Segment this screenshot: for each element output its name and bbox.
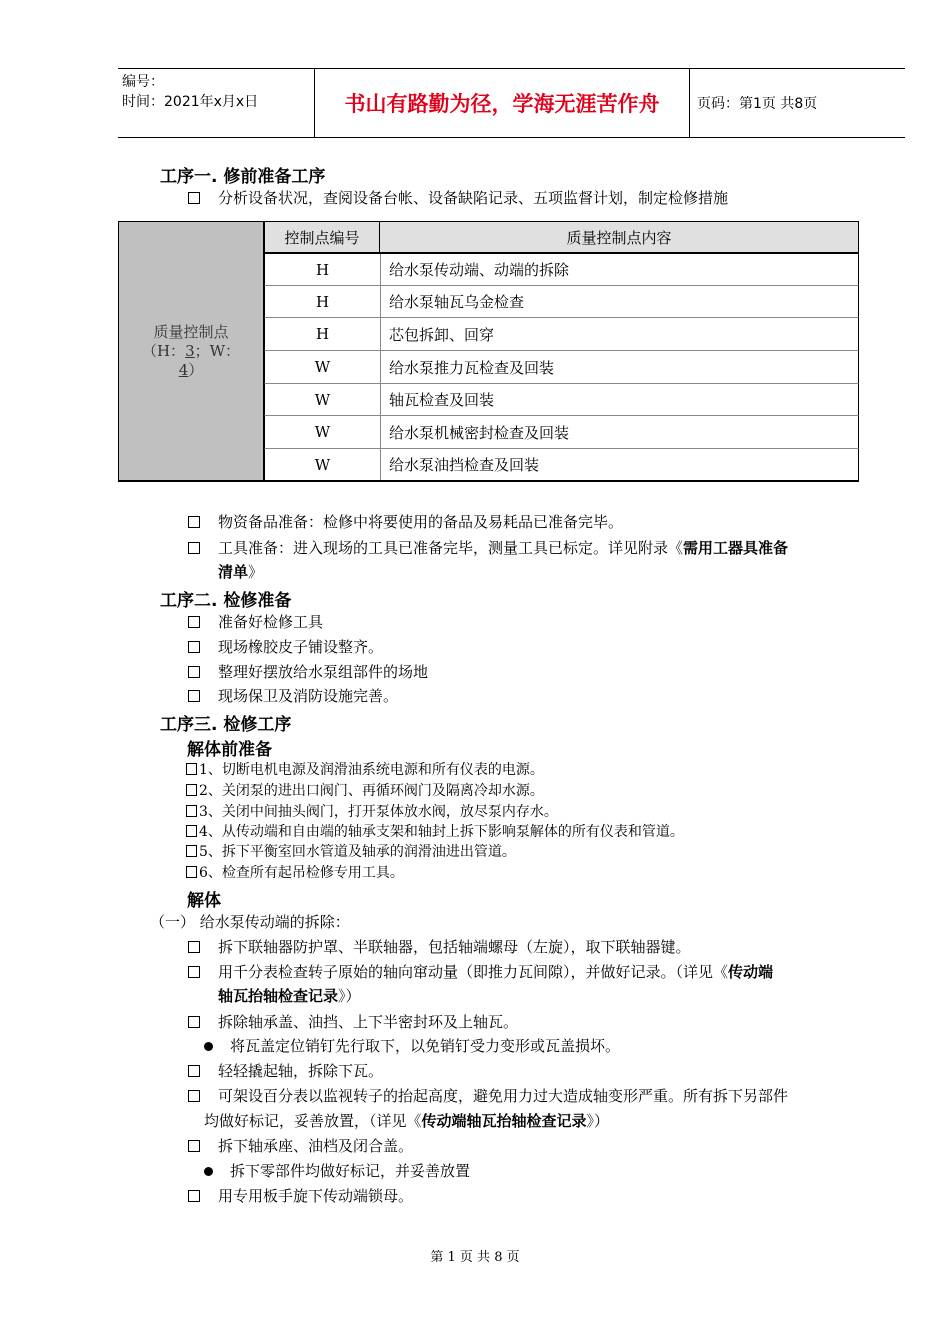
row-code: W <box>265 384 381 415</box>
step1-title: 工序一. 修前准备工序 <box>160 167 326 187</box>
tools-link-text-2: 清单 <box>218 563 249 581</box>
col-header-content: 质量控制点内容 <box>379 221 859 254</box>
dis-item <box>188 1085 788 1106</box>
w-count: 4 <box>178 360 189 379</box>
row-content: 给水泵推力瓦检查及回装 <box>389 358 555 377</box>
h-count: 3 <box>185 341 195 360</box>
dis-item-text: 可架设百分表以监视转子的抬起高度，避免用力过大造成轴变形严重。所有拆下另部件 <box>218 1087 789 1105</box>
pre-item-text: 2、关闭泵的进出口阀门、再循环阀门及隔离冷却水源。 <box>199 783 544 799</box>
dis-item-end: 》） <box>586 1112 610 1130</box>
row-content: 给水泵传动端、动端的拆除 <box>389 261 570 279</box>
code-label: 编号： <box>122 74 164 90</box>
step2-title: 工序二. 检修准备 <box>160 591 292 611</box>
row-code: H <box>265 254 381 285</box>
checkbox-icon <box>188 1140 200 1152</box>
sub-section-1: （一） 给水泵传动端的拆除： <box>150 913 350 931</box>
materials-item <box>188 511 623 532</box>
step2-item-text: 准备好检修工具 <box>218 613 324 631</box>
table-row <box>264 449 859 482</box>
dis-item <box>188 1185 413 1206</box>
checkbox-icon <box>188 641 200 653</box>
dis-item-text: 用千分表检查转子原始的轴向窜动量（即推力瓦间隙），并做好记录。（详见《 <box>218 963 729 981</box>
tools-end: 》 <box>248 563 264 581</box>
bullet-icon <box>204 1167 213 1176</box>
h-prefix: （H： <box>141 341 186 360</box>
disassembly-title: 解体 <box>187 891 221 911</box>
page-header <box>118 68 905 138</box>
dis-item-text-2: 均做好标记，妥善放置，（详见《 <box>204 1112 422 1130</box>
checkbox-icon <box>186 763 197 775</box>
row-content: 芯包拆卸、回穿 <box>389 325 495 344</box>
pre-item-text: 1、切断电机电源及润滑油系统电源和所有仪表的电源。 <box>199 762 544 778</box>
row-code: H <box>265 286 381 317</box>
step1-item-text: 分析设备状况，查阅设备台帐、设备缺陷记录、五项监督计划，制定检修措施 <box>218 189 729 207</box>
w-prefix: ；W： <box>194 341 241 360</box>
table-row <box>264 318 859 351</box>
dis-item <box>188 961 773 982</box>
row-content: 给水泵轴瓦乌金检查 <box>389 293 525 311</box>
pre-item <box>186 780 544 800</box>
dis-bullet-text: 拆下零部件均做好标记，并妥善放置 <box>230 1162 471 1180</box>
dis-item <box>188 1135 413 1156</box>
row-code: W <box>265 449 381 480</box>
dis-item <box>188 936 691 957</box>
checkbox-icon <box>186 825 197 837</box>
pre-item <box>186 841 516 861</box>
table-row <box>264 416 859 449</box>
quality-label: 质量控制点 <box>153 322 229 341</box>
pre-item <box>186 862 404 882</box>
step2-item <box>188 611 323 632</box>
row-content: 轴瓦检查及回装 <box>389 391 495 409</box>
pre-item <box>186 759 544 779</box>
checkbox-icon <box>188 1190 200 1202</box>
table-row <box>264 384 859 416</box>
pre-disassembly-title: 解体前准备 <box>187 740 272 760</box>
row-content: 给水泵机械密封检查及回装 <box>389 423 570 442</box>
dis-item-text: 拆下联轴器防护罩、半联轴器，包括轴端螺母（左旋），取下联轴器键。 <box>218 938 691 956</box>
checkbox-icon <box>188 1016 200 1028</box>
checkbox-icon <box>188 666 200 678</box>
close-paren: ） <box>188 360 204 379</box>
quality-counts-line2 <box>179 361 204 380</box>
checkbox-icon <box>188 690 200 702</box>
time-label: 时间：2021年x月x日 <box>122 94 259 110</box>
step3-title: 工序三. 检修工序 <box>160 715 292 735</box>
table-row <box>264 351 859 384</box>
quality-control-table <box>118 221 859 482</box>
step2-item-text: 整理好摆放给水泵组部件的场地 <box>218 663 429 681</box>
step2-item <box>188 661 428 682</box>
pre-item-text: 5、拆下平衡室回水管道及轴承的润滑油进出管道。 <box>199 844 516 860</box>
record-link-text: 传动端 <box>728 963 774 981</box>
dis-item <box>188 1060 383 1081</box>
materials-text: 物资备品准备：检修中将要使用的备品及易耗品已准备完毕。 <box>218 513 624 531</box>
checkbox-icon <box>186 805 197 817</box>
step2-item-text: 现场橡胶皮子铺设整齐。 <box>218 638 384 656</box>
header-page-info: 页码：第1页 共8页 <box>697 96 818 112</box>
row-content: 给水泵油挡检查及回装 <box>389 456 540 474</box>
tools-link-text: 需用工器具准备 <box>683 539 789 557</box>
header-motto: 书山有路勤为径，学海无涯苦作舟 <box>314 69 690 137</box>
bullet-icon <box>204 1042 213 1051</box>
checkbox-icon <box>188 616 200 628</box>
page-footer: 第 1 页 共 8 页 <box>430 1250 520 1265</box>
pre-item-text: 6、检查所有起吊检修专用工具。 <box>199 865 404 881</box>
dis-item-text: 轻轻撬起轴，拆除下瓦。 <box>218 1062 384 1080</box>
dis-item-text: 拆除轴承盖、油挡、上下半密封环及上轴瓦。 <box>218 1013 519 1031</box>
pre-item <box>186 801 558 821</box>
dis-item-text: 用专用板手旋下传动端锁母。 <box>218 1187 414 1205</box>
col-header-code: 控制点编号 <box>264 221 380 254</box>
tools-item <box>188 537 788 558</box>
row-code: H <box>265 318 381 350</box>
checkbox-icon <box>188 542 200 554</box>
dis-item <box>188 1011 518 1032</box>
row-code: W <box>265 351 381 383</box>
checkbox-icon <box>188 1065 200 1077</box>
checkbox-icon <box>186 784 197 796</box>
tools-item-line2 <box>218 561 263 582</box>
table-row <box>264 254 859 286</box>
checkbox-icon <box>186 845 197 857</box>
step2-item-text: 现场保卫及消防设施完善。 <box>218 687 399 705</box>
dis-item-end: 》） <box>338 987 361 1005</box>
dis-item-text: 拆下轴承座、油档及闭合盖。 <box>218 1137 414 1155</box>
row-code: W <box>265 416 381 448</box>
checkbox-icon <box>186 866 197 878</box>
dis-bullet <box>204 1035 620 1056</box>
checkbox-icon <box>188 192 200 204</box>
checkbox-icon <box>188 516 200 528</box>
quality-counts <box>142 342 240 361</box>
checkbox-icon <box>188 1090 200 1102</box>
dis-bullet-text: 将瓦盖定位销钉先行取下，以免销钉受力变形或瓦盖损坏。 <box>230 1037 621 1055</box>
step2-item <box>188 685 398 706</box>
dis-bullet <box>204 1160 470 1181</box>
quality-label-cell <box>118 221 264 482</box>
step2-item <box>188 636 383 657</box>
checkbox-icon <box>188 941 200 953</box>
header-meta <box>118 69 314 137</box>
pre-item <box>186 821 684 841</box>
step1-item <box>188 187 728 208</box>
table-row <box>264 286 859 318</box>
dis-item-line2 <box>204 1110 609 1131</box>
record-link-text-3: 传动端轴瓦抬轴检查记录 <box>421 1112 587 1130</box>
record-link-text-2: 轴瓦抬轴检查记录 <box>218 987 339 1005</box>
dis-item-line2 <box>218 985 361 1006</box>
pre-item-text: 4、从传动端和自由端的轴承支架和轴封上拆下影响泵解体的所有仪表和管道。 <box>199 824 684 840</box>
pre-item-text: 3、关闭中间抽头阀门，打开泵体放水阀，放尽泵内存水。 <box>199 804 558 820</box>
tools-text: 工具准备：进入现场的工具已准备完毕，测量工具已标定。详见附录《 <box>218 539 684 557</box>
checkbox-icon <box>188 966 200 978</box>
